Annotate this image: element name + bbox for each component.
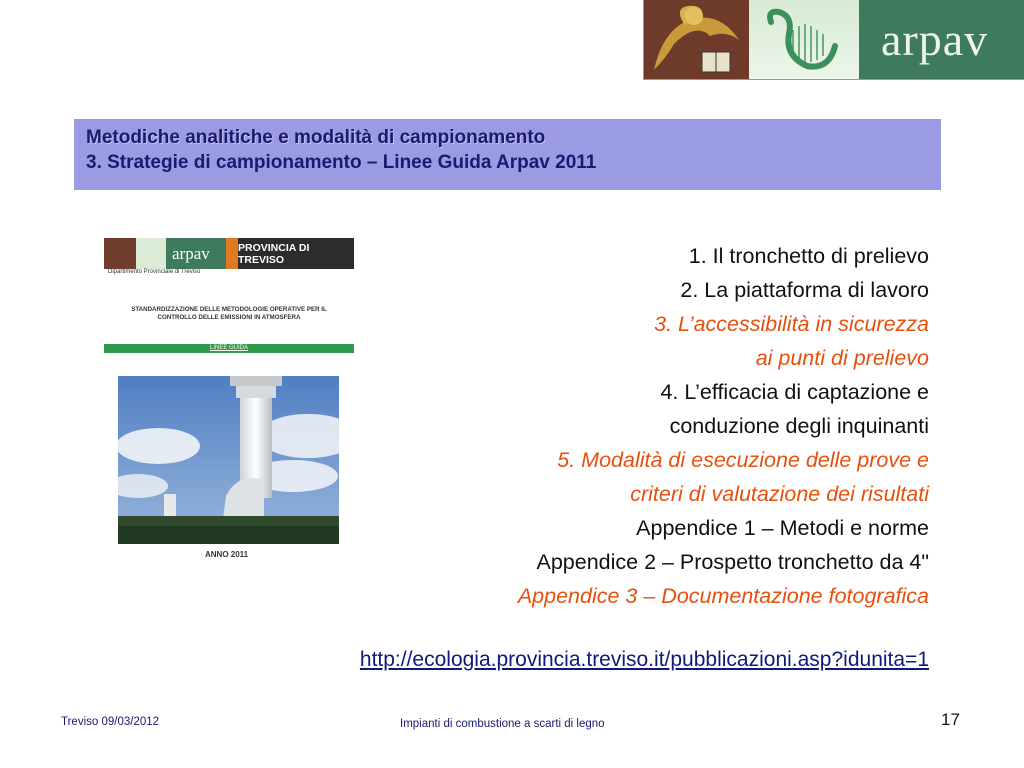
list-item-highlighted: 3. L’accessibilità in sicurezza — [654, 312, 929, 336]
cover-year: ANNO 2011 — [205, 550, 249, 559]
arpav-wordmark: arpav — [859, 0, 1024, 79]
guidelines-cover-thumbnail — [104, 238, 354, 358]
cover-arpav-label: arpav — [166, 238, 226, 269]
cover-logos — [104, 238, 354, 269]
chimney-photo — [118, 376, 339, 544]
arpav-logo-banner — [643, 0, 1024, 80]
list-item: Appendice 1 – Metodi e norme — [636, 516, 929, 540]
cover-flag-icon — [226, 238, 238, 269]
list-item-highlighted: 5. Modalità di esecuzione delle prove e — [557, 448, 929, 472]
slide-title-box — [74, 119, 941, 190]
list-item-highlighted: Appendice 3 – Documentazione fotografica — [517, 584, 929, 608]
cover-linee-guida: LINEE GUIDA — [209, 345, 248, 351]
cover-std-line1: STANDARDIZZAZIONE DELLE METODOLOGIE OPERATIVE PER IL — [131, 306, 327, 313]
list-item-highlighted: criteri di valutazione dei risultati — [630, 482, 929, 506]
list-item: 2. La piattaforma di lavoro — [680, 278, 929, 302]
cover-lion-emblem — [104, 238, 136, 269]
list-item: Appendice 2 – Prospetto tronchetto da 4" — [536, 550, 929, 574]
list-item: 1. Il tronchetto di prelievo — [688, 244, 929, 268]
cover-std-line2: CONTROLLO DELLE EMISSIONI IN ATMOSFERA — [157, 314, 301, 321]
list-item: 4. L’efficacia di captazione e — [660, 380, 929, 404]
footer-date: Treviso 09/03/2012 — [61, 716, 160, 728]
footer-title: Impianti di combustione a scarti di legno — [400, 718, 605, 730]
page-number: 17 — [941, 710, 960, 729]
cover-provincia-label: PROVINCIA DI TREVISO — [238, 238, 354, 269]
publications-link[interactable]: http://ecologia.provincia.treviso.it/pubblicazioni.asp?idunita=1 — [359, 648, 929, 671]
contents-list — [349, 239, 929, 613]
slide-subtitle: 3. Strategie di campionamento – Linee Guida Arpav 2011 — [86, 152, 597, 173]
cover-standardization-text — [104, 306, 354, 322]
list-item: conduzione degli inquinanti — [669, 414, 929, 438]
cover-harp-emblem — [136, 238, 166, 269]
lion-of-st-mark-emblem — [644, 0, 749, 79]
slide-title: Metodiche analitiche e modalità di campionamento — [86, 127, 546, 148]
cover-department: Dipartimento Provinciale di Treviso — [108, 269, 201, 275]
list-item-highlighted: ai punti di prelievo — [755, 346, 929, 370]
harp-emblem — [749, 0, 859, 79]
